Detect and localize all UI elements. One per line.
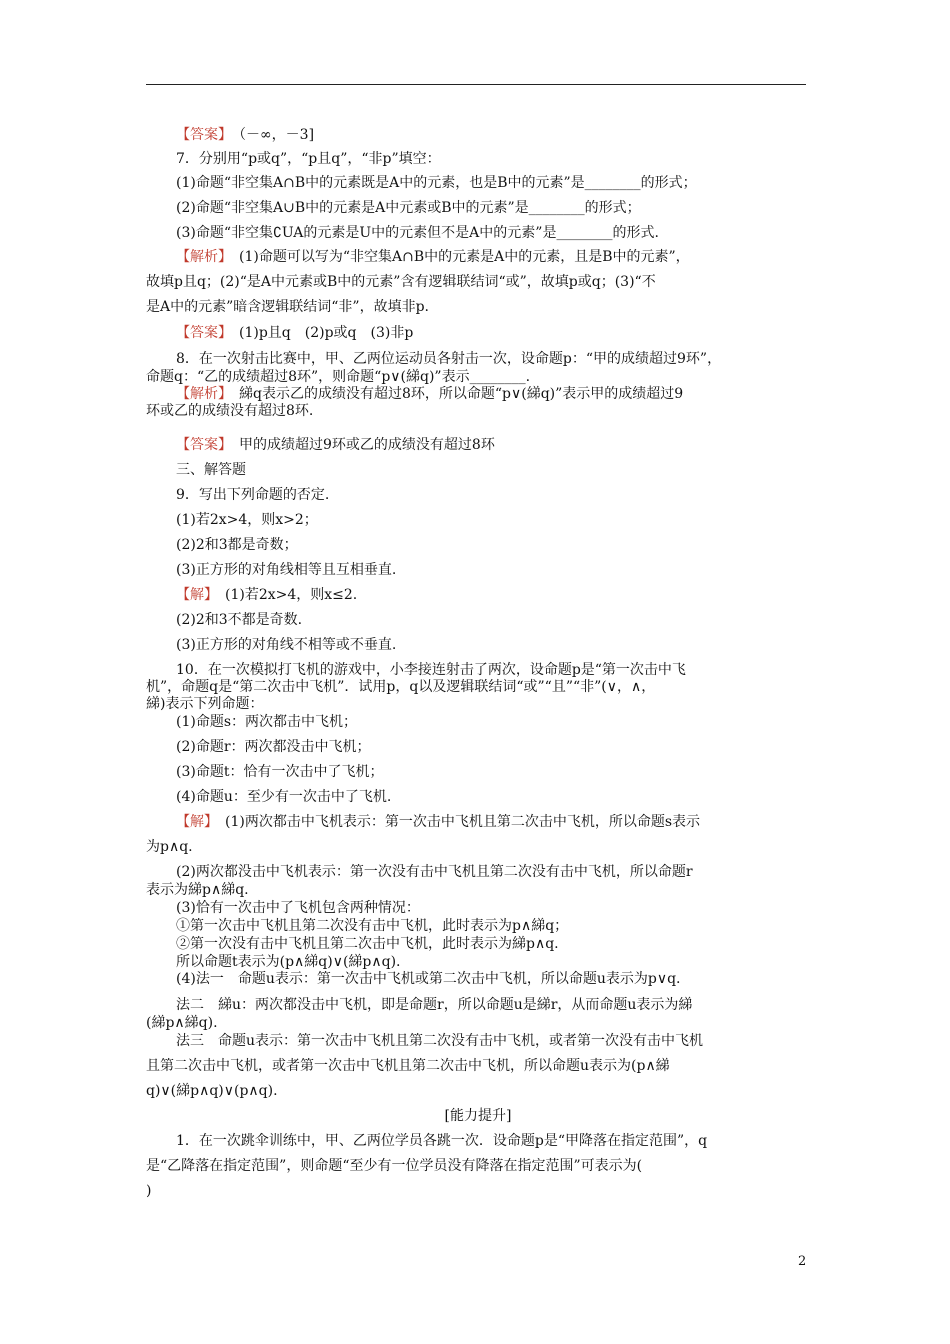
q9-item-3: (3)正方形的对角线相等且互相垂直.: [176, 562, 397, 578]
section-heading: 三、解答题: [176, 462, 246, 478]
q10-case-1: ①第一次击中飞机且第二次没有击中飞机，此时表示为p∧綈q；: [176, 918, 569, 934]
q7-item-3: (3)命题“非空集∁UA的元素是U中的元素但不是A中的元素”是________的形式.: [176, 225, 659, 241]
q8-stem-cont: 命题q：“乙的成绩超过8环”，则命题“p∨(綈q)”表示________.: [146, 369, 531, 385]
q8-stem: 8．在一次射击比赛中，甲、乙两位运动员各射击一次，设命题p：“甲的成绩超过9环”，: [176, 351, 722, 367]
q10-method-2: 法二 綈u：两次都没击中飞机，即是命题r，所以命题u是綈r，从而命题u表示为綈: [176, 997, 693, 1013]
q10-item-2: (2)命题r：两次都没击中飞机；: [176, 739, 371, 755]
q9-item-1: (1)若2x>4，则x>2；: [176, 512, 318, 528]
q9-solution-2: (2)2和3不都是奇数.: [176, 612, 303, 628]
q10-method-2-cont: (綈p∧綈q).: [146, 1015, 218, 1031]
q9-solution: 【解】 (1)若2x>4，则x≤2.: [176, 587, 358, 603]
q10-method-3: 法三 命题u表示：第一次击中飞机且第二次没有击中飞机，或者第一次没有击中飞机: [176, 1033, 704, 1049]
q7-item-1: (1)命题“非空集A∩B中的元素既是A中的元素，也是B中的元素”是________的形式；: [176, 175, 697, 191]
page-number: 2: [798, 1254, 807, 1269]
header-rule: [146, 84, 806, 85]
ability-q1-stem: 1．在一次跳伞训练中，甲、乙两位学员各跳一次．设命题p是“甲降落在指定范围”，q: [176, 1133, 708, 1149]
q9-stem: 9．写出下列命题的否定.: [176, 487, 330, 503]
q10-method-3-cont: 且第二次击中飞机，或者第一次击中飞机且第二次击中飞机，所以命题u表示为(p∧綈: [146, 1058, 670, 1074]
q10-solution-2-cont: 表示为綈p∧綈q.: [146, 882, 249, 898]
q10-solution-2: (2)两次都没击中飞机表示：第一次没有击中飞机且第二次没有击中飞机，所以命题r: [176, 864, 693, 880]
q7-answer: 【答案】 (1)p且q (2)p或q (3)非p: [176, 325, 414, 341]
section-heading-ability: [能力提升]: [444, 1108, 512, 1124]
q10-solution-cont: 为p∧q.: [146, 839, 193, 855]
answer-6: 【答案】 （－∞，－3]: [176, 127, 315, 143]
q8-answer: 【答案】 甲的成绩超过9环或乙的成绩没有超过8环: [176, 437, 495, 453]
q8-analysis: 【解析】 綈q表示乙的成绩没有超过8环，所以命题“p∨(綈q)”表示甲的成绩超过9: [176, 386, 684, 402]
q10-item-4: (4)命题u：至少有一次击中了飞机.: [176, 789, 392, 805]
q10-stem: 10．在一次模拟打飞机的游戏中，小李接连射击了两次，设命题p是“第一次击中飞: [176, 662, 686, 678]
q7-item-2: (2)命题“非空集A∪B中的元素是A中元素或B中的元素”是________的形式；: [176, 200, 641, 216]
q7-analysis-cont: 故填p且q；(2)“是A中元素或B中的元素”含有逻辑联结词“或”，故填p或q；(3)“不: [146, 274, 656, 290]
q10-solution-3: (3)恰有一次击中了飞机包含两种情况：: [176, 900, 420, 916]
q10-item-1: (1)命题s：两次都击中飞机；: [176, 714, 358, 730]
q10-solution: 【解】 (1)两次都击中飞机表示：第一次击中飞机且第二次击中飞机，所以命题s表示: [176, 814, 701, 830]
ability-q1-stem-cont: 是“乙降落在指定范围”，则命题“至少有一位学员没有降落在指定范围”可表示为(: [146, 1158, 643, 1174]
q10-stem-cont: 綈)表示下列命题：: [146, 696, 264, 712]
ability-q1-stem-cont: ): [146, 1183, 152, 1199]
q10-case-conclusion: 所以命题t表示为(p∧綈q)∨(綈p∧q).: [176, 954, 401, 970]
q10-case-2: ②第一次没有击中飞机且第二次击中飞机，此时表示为綈p∧q.: [176, 936, 559, 952]
q10-item-3: (3)命题t：恰有一次击中了飞机；: [176, 764, 384, 780]
q10-method-3-cont: q)∨(綈p∧q)∨(p∧q).: [146, 1083, 278, 1099]
q9-solution-3: (3)正方形的对角线不相等或不垂直.: [176, 637, 397, 653]
q7-analysis-cont: 是A中的元素”暗含逻辑联结词“非”，故填非p.: [146, 299, 429, 315]
q8-analysis-cont: 环或乙的成绩没有超过8环.: [146, 403, 314, 419]
q10-stem-cont: 机”，命题q是“第二次击中飞机”．试用p，q以及逻辑联结词“或”“且”“非”(∨，∧，: [146, 679, 656, 695]
q7-analysis: 【解析】 (1)命题可以写为“非空集A∩B中的元素是A中的元素，且是B中的元素”，: [176, 249, 690, 265]
q10-solution-4: (4)法一 命题u表示：第一次击中飞机或第二次击中飞机，所以命题u表示为p∨q.: [176, 971, 681, 987]
q7-stem: 7．分别用“p或q”，“p且q”，“非p”填空：: [176, 151, 441, 167]
q9-item-2: (2)2和3都是奇数；: [176, 537, 298, 553]
